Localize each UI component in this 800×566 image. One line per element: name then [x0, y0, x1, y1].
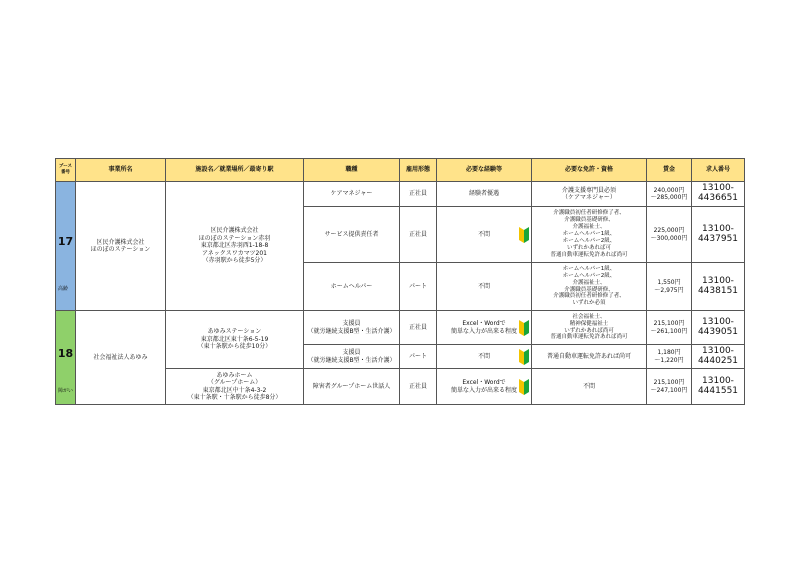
beginner-mark-icon [519, 379, 529, 395]
header-id: 求人番号 [692, 159, 745, 182]
beginner-mark-icon [519, 227, 529, 243]
employment-type: 正社員 [400, 207, 437, 263]
experience: Excel・Wordで 簡単な入力が出来る程度 [450, 379, 517, 394]
facility-info: あゆみホーム （グループホーム） 東京都北区中十条4-3-2 （東十条駅・十条駅から徒歩8分） [166, 369, 304, 405]
table-row [56, 311, 745, 345]
experience: 不問 [477, 352, 490, 360]
job-title: 支援員 （就労継続支援B型・生活介護） [304, 311, 400, 345]
experience-cell [437, 207, 532, 263]
license: 社会福祉士、 精神保健福祉士 いずれかあれば尚可 普通自動車運転免許あれば尚可 [532, 311, 647, 345]
job-listing-table [55, 158, 745, 405]
employment-type: 正社員 [400, 182, 437, 207]
job-title: 支援員 （就労継続支援B型・生活介護） [304, 345, 400, 369]
job-title: 障害者グループホーム世話人 [304, 369, 400, 405]
license: ホームヘルパー1級、 ホームヘルパー2級、 介護福祉士、 介護職員基礎研修、 介護職員初任者研修修了者、 いずれか必須 [532, 263, 647, 311]
header-company: 事業所名 [76, 159, 166, 182]
facility-info: 区民介護株式会社 ほのぼのステーション赤羽 東京都北区赤羽西1-18-8 アネックスワカマツ201 （赤羽駅から徒歩5分） [166, 182, 304, 311]
header-employment: 雇用形態 [400, 159, 437, 182]
header-experience: 必要な経験等 [437, 159, 532, 182]
facility-info: あゆみステーション 東京都北区東十条6-5-19 （東十条駅から徒歩10分） [166, 311, 304, 369]
experience-cell [437, 369, 532, 405]
job-title: ケアマネジャー [304, 182, 400, 207]
booth-cell [56, 182, 76, 311]
header-row [56, 159, 745, 182]
header-license: 必要な免許・資格 [532, 159, 647, 182]
beginner-mark-icon [519, 349, 529, 365]
table-row [56, 182, 745, 207]
company-name: 区民介護株式会社 ほのぼのステーション [76, 182, 166, 311]
beginner-mark-icon [519, 320, 529, 336]
wage: 215,100円 ～247,100円 [647, 369, 692, 405]
experience: 不問 [477, 230, 490, 238]
booth-number: 18 [57, 346, 74, 360]
experience: 不問 [437, 263, 532, 311]
header-job: 職種 [304, 159, 400, 182]
booth-cell [56, 311, 76, 405]
header-booth: ブース 番号 [56, 159, 76, 182]
employment-type: 正社員 [400, 369, 437, 405]
header-facility: 施設名／就業場所／最寄り駅 [166, 159, 304, 182]
experience-cell [437, 345, 532, 369]
wage: 1,180円 ～1,220円 [647, 345, 692, 369]
job-id: 13100- 4440251 [692, 345, 745, 369]
wage: 215,100円 ～261,100円 [647, 311, 692, 345]
employment-type: パート [400, 263, 437, 311]
company-name: 社会福祉法人あゆみ [76, 311, 166, 405]
booth-category: 高齢 [58, 285, 69, 292]
license: 介護支援専門員必須 （ケアマネジャー） [532, 182, 647, 207]
job-title: サービス提供責任者 [304, 207, 400, 263]
experience: 経験者優遇 [437, 182, 532, 207]
experience: Excel・Wordで 簡単な入力が出来る程度 [450, 320, 517, 335]
job-title: ホームヘルパー [304, 263, 400, 311]
wage: 1,550円 ～2,975円 [647, 263, 692, 311]
header-wage: 賃金 [647, 159, 692, 182]
wage: 225,000円 ～300,000円 [647, 207, 692, 263]
license: 介護職員初任者研修修了者、 介護職員基礎研修、 介護福祉士、 ホームヘルパー1級、 ホームヘルパー2級、 いずれかあれば可 普通自動車運転免許あれば尚可 [532, 207, 647, 263]
wage: 240,000円 ～285,000円 [647, 182, 692, 207]
job-id: 13100- 4436651 [692, 182, 745, 207]
job-id: 13100- 4437951 [692, 207, 745, 263]
job-id: 13100- 4438151 [692, 263, 745, 311]
booth-category: 障がい [58, 387, 74, 394]
license: 不問 [532, 369, 647, 405]
employment-type: パート [400, 345, 437, 369]
job-id: 13100- 4441551 [692, 369, 745, 405]
job-id: 13100- 4439051 [692, 311, 745, 345]
employment-type: 正社員 [400, 311, 437, 345]
experience-cell [437, 311, 532, 345]
license: 普通自動車運転免許あれば尚可 [532, 345, 647, 369]
booth-number: 17 [57, 235, 74, 249]
